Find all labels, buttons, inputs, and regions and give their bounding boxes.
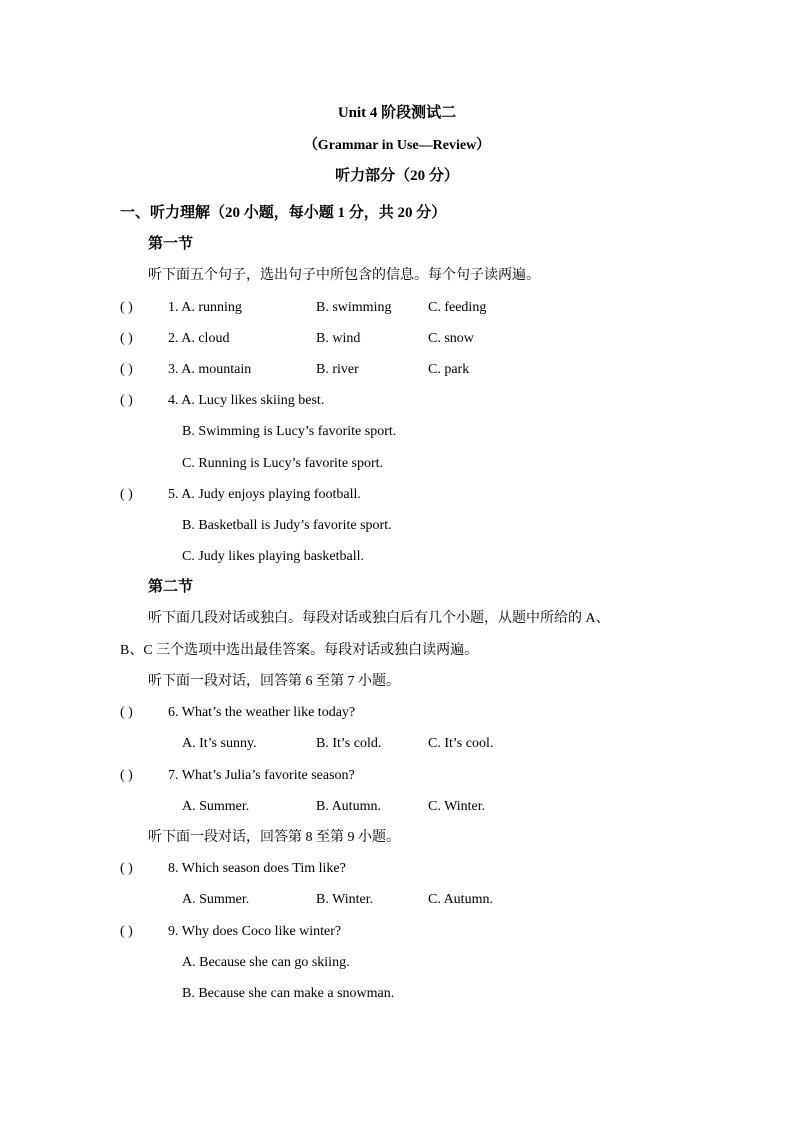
question-7: 7. What’s Julia’s favorite season? xyxy=(168,768,355,783)
option-b: B. wind xyxy=(316,331,361,346)
option-b: B. Winter. xyxy=(316,892,374,907)
question-3: 3. A. mountain xyxy=(168,362,252,377)
option-b: B. swimming xyxy=(316,300,392,315)
option-b: B. river xyxy=(316,362,359,377)
option-c: C. snow xyxy=(428,331,474,346)
option-c: C. Winter. xyxy=(428,799,486,814)
dialog2-instructions: 听下面一段对话，回答第 8 至第 9 小题。 xyxy=(148,830,400,845)
answer-blank[interactable]: ( ) xyxy=(120,362,133,377)
part2-label: 第二节 xyxy=(148,579,194,595)
option-b: B. It’s cold. xyxy=(316,736,382,751)
option-c: C. It’s cool. xyxy=(428,736,494,751)
dialog1-instructions: 听下面一段对话，回答第 6 至第 7 小题。 xyxy=(148,674,400,689)
option-a: A. Because she can go skiing. xyxy=(182,955,350,970)
answer-blank[interactable]: ( ) xyxy=(120,861,133,876)
option-a: A. It’s sunny. xyxy=(182,736,257,751)
question-9: 9. Why does Coco like winter? xyxy=(168,924,342,939)
answer-blank[interactable]: ( ) xyxy=(120,924,133,939)
part1-label: 第一节 xyxy=(148,236,194,252)
part2-instructions-line2: B、C 三个选项中选出最佳答案。每段对话或独白读两遍。 xyxy=(120,643,479,658)
answer-blank[interactable]: ( ) xyxy=(120,393,133,408)
option-c: C. Autumn. xyxy=(428,892,493,907)
question-2: 2. A. cloud xyxy=(168,331,230,346)
page-title: Unit 4 阶段测试二 xyxy=(337,105,457,121)
answer-blank[interactable]: ( ) xyxy=(120,331,133,346)
question-1: 1. A. running xyxy=(168,300,242,315)
option-b: B. Basketball is Judy’s favorite sport. xyxy=(182,518,392,533)
question-4: 4. A. Lucy likes skiing best. xyxy=(168,393,325,408)
option-b: B. Swimming is Lucy’s favorite sport. xyxy=(182,424,397,439)
option-b: B. Because she can make a snowman. xyxy=(182,986,395,1001)
question-6: 6. What’s the weather like today? xyxy=(168,705,356,720)
question-8: 8. Which season does Tim like? xyxy=(168,861,346,876)
question-5: 5. A. Judy enjoys playing football. xyxy=(168,487,361,502)
answer-blank[interactable]: ( ) xyxy=(120,300,133,315)
option-c: C. Running is Lucy’s favorite sport. xyxy=(182,456,384,471)
option-a: A. Summer. xyxy=(182,892,250,907)
part2-instructions-line1: 听下面几段对话或独白。每段对话或独白后有几个小题，从题中所给的 A、 xyxy=(148,611,610,626)
section-heading: 一、听力理解（20 小题，每小题 1 分，共 20 分） xyxy=(120,205,447,221)
page-subtitle: （Grammar in Use—Review） xyxy=(303,138,491,153)
answer-blank[interactable]: ( ) xyxy=(120,705,133,720)
option-c: C. park xyxy=(428,362,470,377)
option-c: C. Judy likes playing basketball. xyxy=(182,549,364,564)
answer-blank[interactable]: ( ) xyxy=(120,487,133,502)
option-c: C. feeding xyxy=(428,300,487,315)
option-b: B. Autumn. xyxy=(316,799,381,814)
option-a: A. Summer. xyxy=(182,799,250,814)
part1-instructions: 听下面五个句子，选出句子中所包含的信息。每个句子读两遍。 xyxy=(148,268,540,283)
answer-blank[interactable]: ( ) xyxy=(120,768,133,783)
part-heading: 听力部分（20 分） xyxy=(335,168,459,184)
